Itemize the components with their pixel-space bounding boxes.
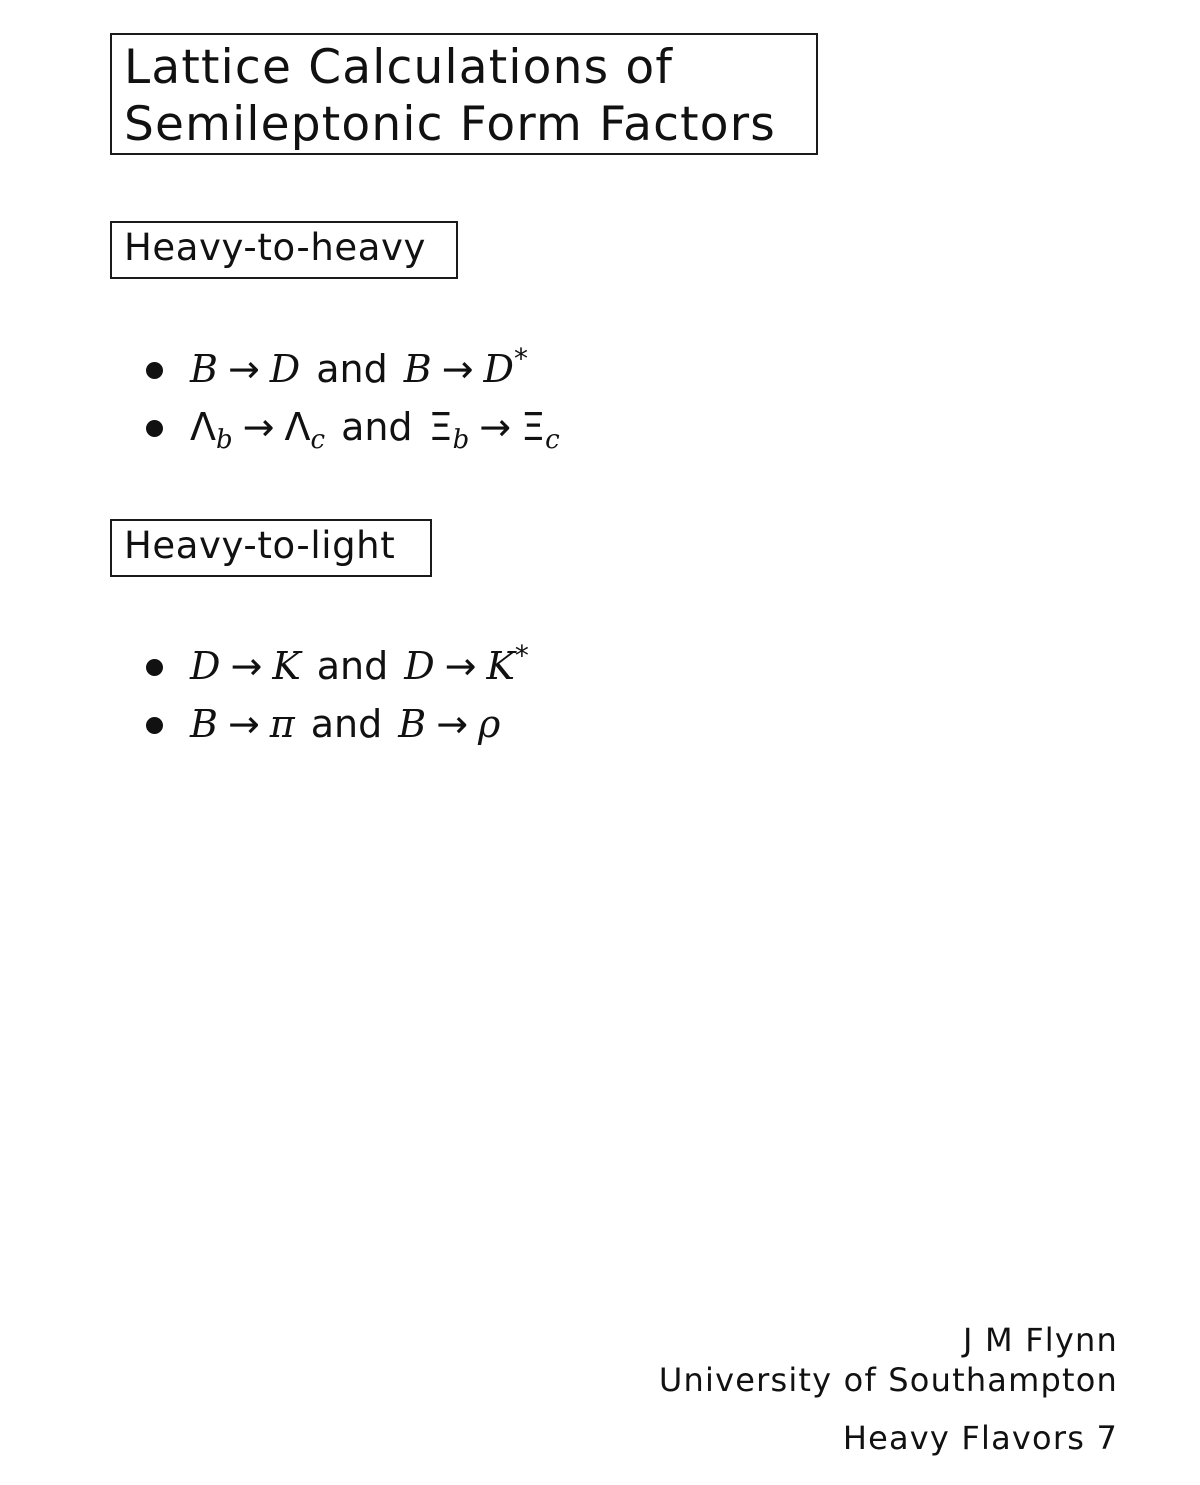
section-heading-heavy-to-light: Heavy-to-light: [110, 519, 432, 577]
author-block: [659, 1320, 1118, 1458]
bullet-icon: [146, 420, 163, 437]
bullet-icon: [146, 659, 163, 676]
title-line-2: Semileptonic Form Factors: [124, 97, 776, 152]
decay-expression: D → K and D → K*: [190, 639, 529, 688]
bullet-icon: [146, 362, 163, 379]
decay-expression: B → D and B → D*: [190, 342, 528, 391]
author-affiliation: University of Southampton: [658, 1361, 1118, 1399]
conference-name: Heavy Flavors 7: [842, 1419, 1118, 1457]
decay-expression: B → π and B → ρ: [190, 702, 501, 746]
title-line-1: Lattice Calculations of: [124, 40, 674, 95]
bullet-icon: [146, 717, 163, 734]
author-name: J M Flynn: [963, 1321, 1118, 1359]
slide-title: [110, 33, 818, 155]
section-heading-heavy-to-heavy: Heavy-to-heavy: [110, 221, 458, 279]
decay-expression: $\Lambda_b \to \Lambda_c$ and $\Xi_b \to \Xi_c$: [190, 405, 560, 455]
